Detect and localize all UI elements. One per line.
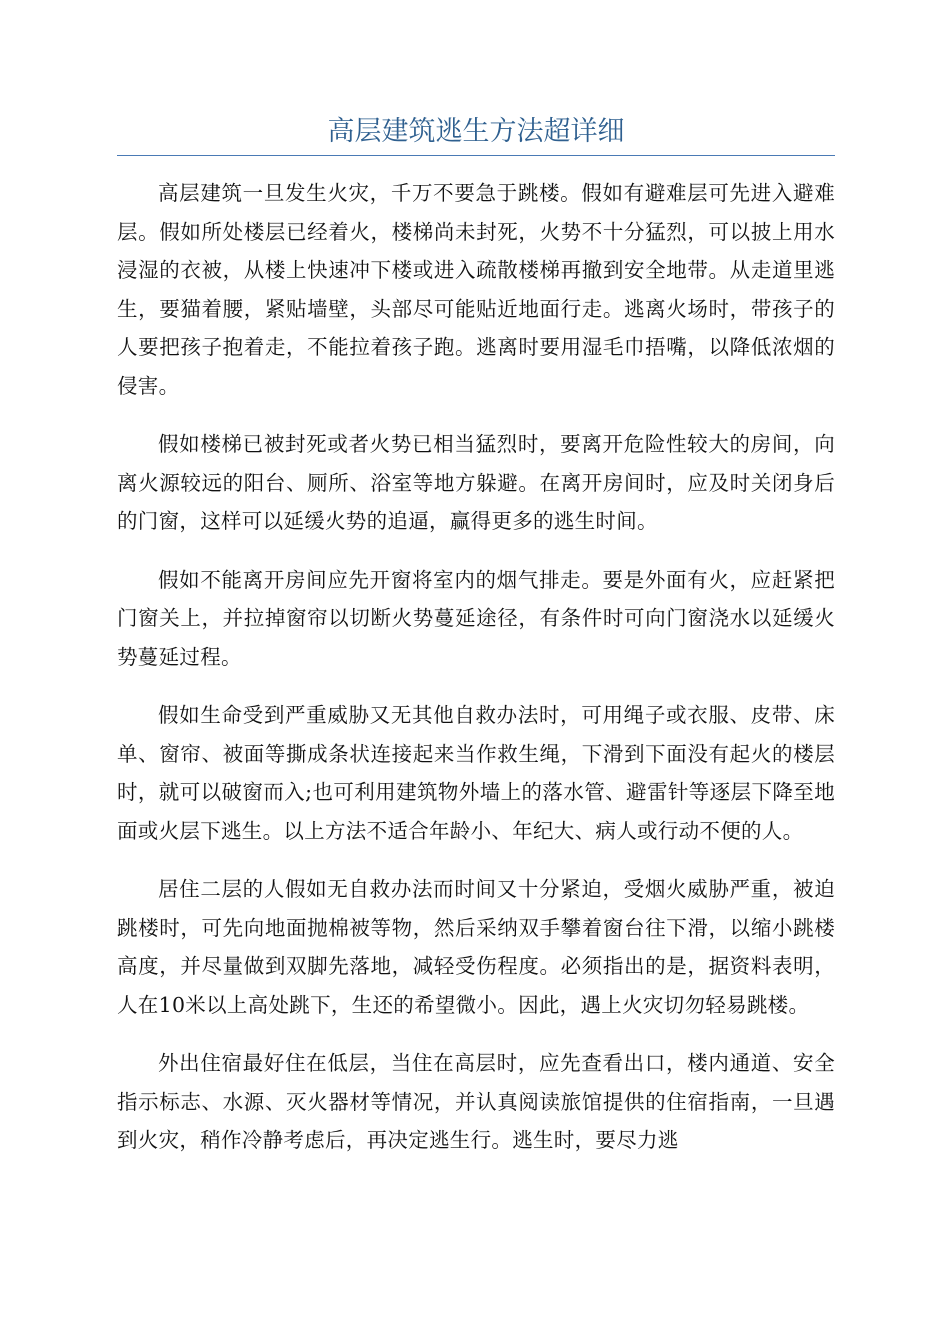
paragraph-5: 居住二层的人假如无自救办法而时间又十分紧迫，受烟火威胁严重，被迫跳楼时，可先向地面抛棉被等物，然后采纳双手攀着窗台往下滑，以缩小跳楼高度，并尽量做到双脚先落地，减轻受伤程度。必须指出的是，据资料表明，人在10米以上高处跳下，生还的希望微小。因此，遇上火灾切勿轻易跳楼。 — [117, 877, 835, 1017]
document-body — [117, 174, 835, 1180]
title-underline-rule — [117, 155, 835, 156]
document-title: 高层建筑逃生方法超详细 — [327, 116, 625, 147]
paragraph-6: 外出住宿最好住在低层，当住在高层时，应先查看出口，楼内通道、安全指示标志、水源、灭火器材等情况，并认真阅读旅馆提供的住宿指南，一旦遇到火灾，稍作冷静考虑后，再决定逃生行。逃生时，要尽力逃 — [117, 1051, 835, 1152]
paragraph-3: 假如不能离开房间应先开窗将室内的烟气排走。要是外面有火，应赶紧把门窗关上，并拉掉窗帘以切断火势蔓延途径，有条件时可向门窗浇水以延缓火势蔓延过程。 — [117, 567, 835, 669]
paragraph-4: 假如生命受到严重威胁又无其他自救办法时，可用绳子或衣服、皮带、床单、窗帘、被面等撕成条状连接起来当作救生绳，下滑到下面没有起火的楼层时，就可以破窗而入;也可利用建筑物外墙上的落水管、避雷针等逐层下降至地面或火层下逃生。以上方法不适合年龄小、年纪大、病人或行动不便的人。 — [117, 703, 835, 843]
paragraph-1: 高层建筑一旦发生火灾，千万不要急于跳楼。假如有避难层可先进入避难层。假如所处楼层已经着火，楼梯尚未封死，火势不十分猛烈，可以披上用水浸湿的衣被，从楼上快速冲下楼或进入疏散楼梯再撤到安全地带。从走道里逃生，要猫着腰，紧贴墙壁，头部尽可能贴近地面行走。逃离火场时，带孩子的人要把孩子抱着走，不能拉着孩子跑。逃离时要用湿毛巾捂嘴，以降低浓烟的侵害。 — [117, 181, 835, 398]
paragraph-2: 假如楼梯已被封死或者火势已相当猛烈时，要离开危险性较大的房间，向离火源较远的阳台、厕所、浴室等地方躲避。在离开房间时，应及时关闭身后的门窗，这样可以延缓火势的追逼，赢得更多的逃生时间。 — [117, 432, 835, 533]
